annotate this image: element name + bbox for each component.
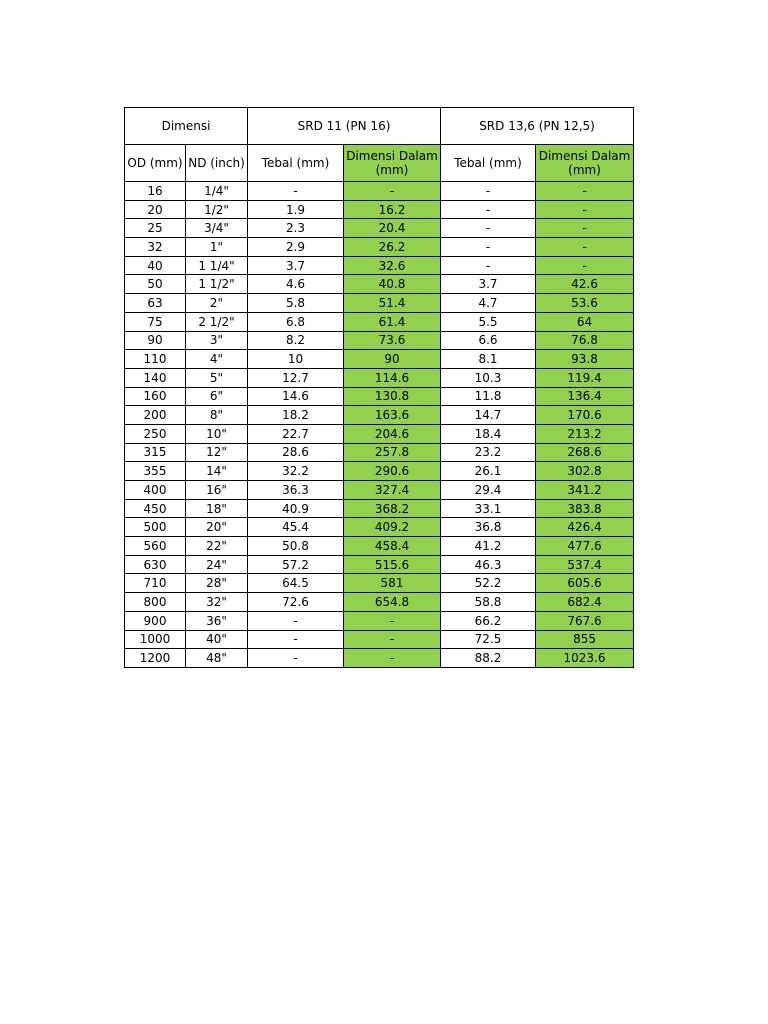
dimensi-dalam-srd11-cell: 409.2 [344, 518, 441, 537]
table-row [125, 649, 634, 668]
tebal-srd11-cell: 72.6 [248, 593, 344, 612]
table-row [125, 481, 634, 500]
tebal-srd136-cell: 4.7 [441, 294, 536, 313]
nd-cell: 6" [186, 387, 248, 406]
od-cell: 40 [125, 256, 186, 275]
od-cell: 400 [125, 481, 186, 500]
tebal-srd136-cell: 58.8 [441, 593, 536, 612]
dimensi-dalam-srd136-cell: 170.6 [536, 406, 634, 425]
tebal-srd11-cell: 40.9 [248, 499, 344, 518]
tebal-srd11-cell: 2.3 [248, 219, 344, 238]
tebal-srd11-cell: 12.7 [248, 368, 344, 387]
od-cell: 1200 [125, 649, 186, 668]
dimensi-dalam-srd136-cell: 76.8 [536, 331, 634, 350]
tebal-srd11-cell: 18.2 [248, 406, 344, 425]
tebal-srd136-cell: 41.2 [441, 537, 536, 556]
tebal-srd136-cell: 3.7 [441, 275, 536, 294]
table-row [125, 593, 634, 612]
table-row [125, 499, 634, 518]
nd-cell: 1 1/4" [186, 256, 248, 275]
table-row [125, 387, 634, 406]
dimensi-dalam-srd11-cell: 204.6 [344, 424, 441, 443]
table-row [125, 462, 634, 481]
table-row [125, 275, 634, 294]
dimensi-dalam-srd11-cell: 515.6 [344, 555, 441, 574]
tebal-srd11-cell: 6.8 [248, 312, 344, 331]
table-row [125, 574, 634, 593]
od-cell: 25 [125, 219, 186, 238]
dimensi-dalam-srd11-cell: 90 [344, 350, 441, 369]
dimensi-dalam-srd11-cell: - [344, 182, 441, 201]
od-cell: 900 [125, 611, 186, 630]
dimensi-dalam-srd11-cell: - [344, 611, 441, 630]
tebal-srd11-cell: 28.6 [248, 443, 344, 462]
od-cell: 90 [125, 331, 186, 350]
tebal-srd11-cell: 4.6 [248, 275, 344, 294]
table-row [125, 219, 634, 238]
tebal-srd11-cell: 50.8 [248, 537, 344, 556]
tebal-srd11-cell: 5.8 [248, 294, 344, 313]
od-cell: 50 [125, 275, 186, 294]
nd-cell: 18" [186, 499, 248, 518]
tebal-srd136-cell: 26.1 [441, 462, 536, 481]
table-row [125, 555, 634, 574]
tebal-srd136-cell: - [441, 238, 536, 257]
dimensi-dalam-srd136-cell: - [536, 238, 634, 257]
od-cell: 110 [125, 350, 186, 369]
dimensi-dalam-srd11-cell: 51.4 [344, 294, 441, 313]
nd-cell: 5" [186, 368, 248, 387]
tebal-srd11-cell: - [248, 630, 344, 649]
dimensi-dalam-srd136-cell: 64 [536, 312, 634, 331]
dimensi-dalam-srd136-cell: - [536, 200, 634, 219]
dimensi-dalam-srd136-cell: 341.2 [536, 481, 634, 500]
nd-cell: 1 1/2" [186, 275, 248, 294]
nd-cell: 1" [186, 238, 248, 257]
tebal-srd11-cell: 57.2 [248, 555, 344, 574]
dimensi-dalam-srd136-cell: 53.6 [536, 294, 634, 313]
dimensi-dalam-srd136-cell: 302.8 [536, 462, 634, 481]
nd-cell: 4" [186, 350, 248, 369]
tebal-srd11-cell: - [248, 649, 344, 668]
tebal-srd11-cell: 22.7 [248, 424, 344, 443]
dimensi-dalam-srd11-cell: 20.4 [344, 219, 441, 238]
tebal-srd11-cell: 10 [248, 350, 344, 369]
tebal-srd136-header: Tebal (mm) [441, 145, 536, 182]
tebal-srd136-cell: 23.2 [441, 443, 536, 462]
nd-cell: 1/2" [186, 200, 248, 219]
dimensi-dalam-srd11-cell: 114.6 [344, 368, 441, 387]
dimensi-dalam-srd136-cell: 268.6 [536, 443, 634, 462]
tebal-srd136-cell: 66.2 [441, 611, 536, 630]
table-row [125, 200, 634, 219]
od-cell: 140 [125, 368, 186, 387]
nd-cell: 16" [186, 481, 248, 500]
dimensi-dalam-srd11-cell: 368.2 [344, 499, 441, 518]
group-header-row [125, 108, 634, 145]
dimensi-dalam-srd136-cell: - [536, 256, 634, 275]
nd-cell: 32" [186, 593, 248, 612]
tebal-srd136-cell: 72.5 [441, 630, 536, 649]
table-row [125, 424, 634, 443]
nd-cell: 28" [186, 574, 248, 593]
dimensi-dalam-srd11-cell: - [344, 630, 441, 649]
nd-header: ND (inch) [186, 145, 248, 182]
srd136-header: SRD 13,6 (PN 12,5) [441, 108, 634, 145]
tebal-srd11-cell: 14.6 [248, 387, 344, 406]
dimensi-header: Dimensi [125, 108, 248, 145]
srd11-header: SRD 11 (PN 16) [248, 108, 441, 145]
dimensi-dalam-srd11-cell: 581 [344, 574, 441, 593]
dimensi-dalam-srd11-cell: 16.2 [344, 200, 441, 219]
tebal-srd136-cell: - [441, 219, 536, 238]
od-cell: 75 [125, 312, 186, 331]
tebal-srd136-cell: 10.3 [441, 368, 536, 387]
dimensi-dalam-srd136-cell: 136.4 [536, 387, 634, 406]
dimensi-dalam-srd11-cell: 257.8 [344, 443, 441, 462]
od-cell: 1000 [125, 630, 186, 649]
table-row [125, 238, 634, 257]
dimensi-dalam-srd136-cell: 1023.6 [536, 649, 634, 668]
tebal-srd136-cell: 46.3 [441, 555, 536, 574]
tebal-srd136-cell: - [441, 256, 536, 275]
dimensi-dalam-srd136-cell: 119.4 [536, 368, 634, 387]
table-row [125, 350, 634, 369]
dimensi-dalam-srd136-cell: 42.6 [536, 275, 634, 294]
tebal-srd11-cell: 36.3 [248, 481, 344, 500]
tebal-srd11-cell: - [248, 182, 344, 201]
tebal-srd136-cell: 14.7 [441, 406, 536, 425]
table-row [125, 518, 634, 537]
od-cell: 500 [125, 518, 186, 537]
dimensi-dalam-srd11-cell: 458.4 [344, 537, 441, 556]
dimensi-dalam-srd11-cell: 654.8 [344, 593, 441, 612]
nd-cell: 36" [186, 611, 248, 630]
dimensi-dalam-srd136-cell: - [536, 219, 634, 238]
tebal-srd136-cell: 29.4 [441, 481, 536, 500]
pipe-dimension-table [124, 107, 634, 668]
table-row [125, 611, 634, 630]
dimensi-dalam-srd11-cell: - [344, 649, 441, 668]
tebal-srd136-cell: 36.8 [441, 518, 536, 537]
tebal-srd11-cell: 45.4 [248, 518, 344, 537]
nd-cell: 24" [186, 555, 248, 574]
tebal-srd11-cell: 64.5 [248, 574, 344, 593]
tebal-srd136-cell: - [441, 200, 536, 219]
od-cell: 450 [125, 499, 186, 518]
tebal-srd136-cell: 33.1 [441, 499, 536, 518]
tebal-srd11-cell: - [248, 611, 344, 630]
table-row [125, 331, 634, 350]
table-row [125, 443, 634, 462]
table-row [125, 537, 634, 556]
tebal-srd11-cell: 1.9 [248, 200, 344, 219]
dimensi-dalam-srd11-cell: 32.6 [344, 256, 441, 275]
table-row [125, 182, 634, 201]
dimensi-dalam-srd11-cell: 26.2 [344, 238, 441, 257]
dimensi-dalam-srd136-cell: 213.2 [536, 424, 634, 443]
nd-cell: 20" [186, 518, 248, 537]
table-row [125, 294, 634, 313]
od-cell: 630 [125, 555, 186, 574]
table-row [125, 406, 634, 425]
tebal-srd11-cell: 32.2 [248, 462, 344, 481]
dimensi-dalam-srd11-cell: 327.4 [344, 481, 441, 500]
tebal-srd136-cell: 88.2 [441, 649, 536, 668]
tebal-srd11-header: Tebal (mm) [248, 145, 344, 182]
table-row [125, 312, 634, 331]
od-header: OD (mm) [125, 145, 186, 182]
od-cell: 355 [125, 462, 186, 481]
dimensi-dalam-srd11-header: Dimensi Dalam (mm) [344, 145, 441, 182]
od-cell: 32 [125, 238, 186, 257]
od-cell: 160 [125, 387, 186, 406]
dimensi-dalam-srd136-cell: 767.6 [536, 611, 634, 630]
nd-cell: 2" [186, 294, 248, 313]
dimensi-dalam-srd136-cell: 426.4 [536, 518, 634, 537]
dimensi-dalam-srd136-cell: 682.4 [536, 593, 634, 612]
od-cell: 710 [125, 574, 186, 593]
dimensi-dalam-srd136-cell: - [536, 182, 634, 201]
od-cell: 315 [125, 443, 186, 462]
od-cell: 16 [125, 182, 186, 201]
tebal-srd136-cell: - [441, 182, 536, 201]
dimensi-dalam-srd11-cell: 73.6 [344, 331, 441, 350]
nd-cell: 12" [186, 443, 248, 462]
nd-cell: 3" [186, 331, 248, 350]
nd-cell: 48" [186, 649, 248, 668]
od-cell: 20 [125, 200, 186, 219]
dimensi-dalam-srd11-cell: 61.4 [344, 312, 441, 331]
tebal-srd11-cell: 3.7 [248, 256, 344, 275]
od-cell: 800 [125, 593, 186, 612]
dimensi-dalam-srd136-cell: 537.4 [536, 555, 634, 574]
tebal-srd11-cell: 8.2 [248, 331, 344, 350]
table-row [125, 256, 634, 275]
od-cell: 560 [125, 537, 186, 556]
dimensi-dalam-srd136-cell: 93.8 [536, 350, 634, 369]
dimensi-dalam-srd11-cell: 40.8 [344, 275, 441, 294]
tebal-srd136-cell: 52.2 [441, 574, 536, 593]
tebal-srd136-cell: 11.8 [441, 387, 536, 406]
tebal-srd136-cell: 18.4 [441, 424, 536, 443]
dimensi-dalam-srd136-cell: 383.8 [536, 499, 634, 518]
nd-cell: 22" [186, 537, 248, 556]
table-header [125, 108, 634, 182]
dimensi-dalam-srd136-cell: 477.6 [536, 537, 634, 556]
tebal-srd136-cell: 8.1 [441, 350, 536, 369]
tebal-srd136-cell: 6.6 [441, 331, 536, 350]
dimensi-dalam-srd11-cell: 163.6 [344, 406, 441, 425]
dimensi-dalam-srd136-header: Dimensi Dalam (mm) [536, 145, 634, 182]
dimensi-dalam-srd11-cell: 130.8 [344, 387, 441, 406]
nd-cell: 1/4" [186, 182, 248, 201]
nd-cell: 10" [186, 424, 248, 443]
column-header-row [125, 145, 634, 182]
nd-cell: 2 1/2" [186, 312, 248, 331]
table-row [125, 630, 634, 649]
nd-cell: 8" [186, 406, 248, 425]
table-row [125, 368, 634, 387]
dimensi-dalam-srd11-cell: 290.6 [344, 462, 441, 481]
nd-cell: 40" [186, 630, 248, 649]
od-cell: 63 [125, 294, 186, 313]
table-body [125, 182, 634, 668]
nd-cell: 3/4" [186, 219, 248, 238]
tebal-srd11-cell: 2.9 [248, 238, 344, 257]
dimensi-dalam-srd136-cell: 855 [536, 630, 634, 649]
dimensi-dalam-srd136-cell: 605.6 [536, 574, 634, 593]
od-cell: 200 [125, 406, 186, 425]
od-cell: 250 [125, 424, 186, 443]
nd-cell: 14" [186, 462, 248, 481]
tebal-srd136-cell: 5.5 [441, 312, 536, 331]
